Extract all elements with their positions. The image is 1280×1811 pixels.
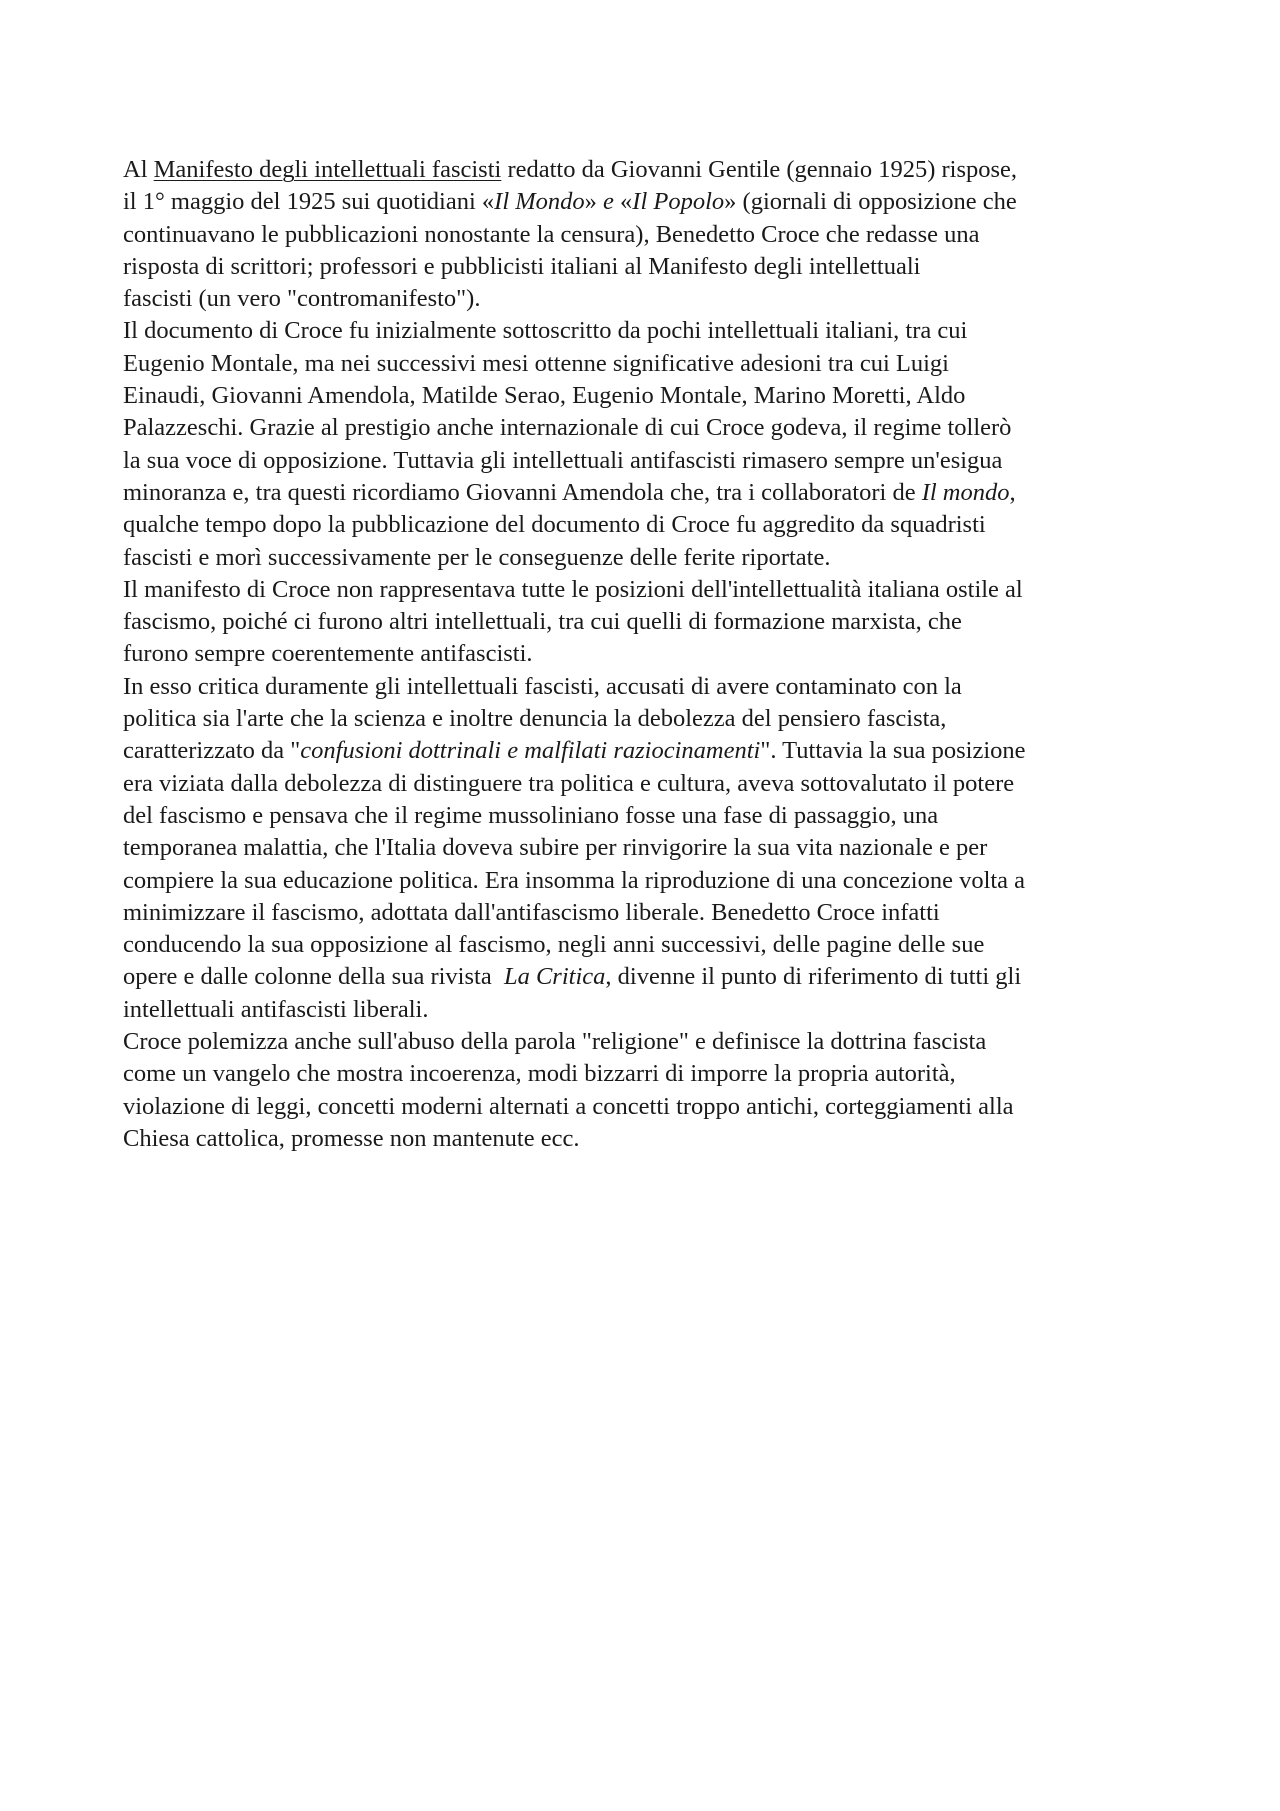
p4-line-11: intellettuali antifascisti liberali. — [123, 995, 429, 1023]
conjunction-italic: e — [603, 188, 614, 216]
p1-line-2-text: il 1° maggio del 1925 sui quotidiani « — [123, 188, 495, 216]
p4-line-9: conducendo la sua opposizione al fascismo, negli anni successivi, delle pagine delle sue — [123, 931, 985, 959]
p1-line-2-text-b: » — [584, 188, 604, 216]
il-mondo-italic: Il mondo — [921, 478, 1010, 506]
p5-line-1: Croce polemizza anche sull'abuso della parola "religione" e definisce la dottrina fascista — [123, 1028, 987, 1056]
paragraph-4 — [123, 671, 1168, 1026]
p1-line-2 — [123, 188, 1017, 215]
manifesto-link[interactable]: Manifesto degli intellettuali fascisti — [153, 156, 502, 183]
p2-line-8: fascisti e morì successivamente per le conseguenze delle ferite riportate. — [123, 543, 831, 571]
p4-line-10 — [123, 963, 1021, 990]
p2-line-6-text-b: , — [1009, 478, 1016, 506]
p4-line-2: politica sia l'arte che la scienza e inoltre denuncia la debolezza del pensiero fascista, — [123, 705, 947, 733]
paragraph-2 — [123, 315, 1168, 573]
p1-line-4: risposta di scrittori; professori e pubblicisti italiani al Manifesto degli intellettuali — [123, 252, 921, 280]
p1-line-2-text-d: » (giornali di opposizione che — [724, 188, 1017, 216]
p4-line-5: del fascismo e pensava che il regime mussoliniano fosse una fase di passaggio, una — [123, 801, 939, 829]
p4-line-6: temporanea malattia, che l'Italia doveva subire per rinvigorire la sua vita nazionale e per — [123, 834, 988, 862]
p4-line-10-text: opere e dalle colonne della sua rivista — [123, 963, 504, 991]
p2-line-6-text: minoranza e, tra questi ricordiamo Giovanni Amendola che, tra i collaboratori de — [123, 478, 922, 506]
p4-line-3-text: caratterizzato da " — [123, 737, 301, 765]
p4-line-1: In esso critica duramente gli intellettuali fascisti, accusati di avere contaminato con la — [123, 672, 962, 700]
p2-line-2: Eugenio Montale, ma nei successivi mesi ottenne significative adesioni tra cui Luigi — [123, 349, 949, 377]
p4-line-4: era viziata dalla debolezza di distinguere tra politica e cultura, aveva sottovalutato il potere — [123, 769, 1015, 797]
p2-line-7: qualche tempo dopo la pubblicazione del documento di Croce fu aggredito da squadristi — [123, 511, 986, 539]
p1-line-1-text: Al — [123, 156, 154, 183]
p1-line-1 — [123, 156, 1017, 183]
il-mondo-title: Il Mondo — [494, 188, 585, 216]
p3-line-1: Il manifesto di Croce non rappresentava tutte le posizioni dell'intellettualità italiana ostile al — [123, 575, 1023, 603]
p2-line-6 — [123, 479, 1016, 506]
p1-line-1-text-b: redatto da Giovanni Gentile (gennaio 1925) rispose, — [501, 156, 1018, 183]
p3-line-3: furono sempre coerentemente antifascisti. — [123, 640, 533, 668]
paragraph-1 — [123, 154, 1168, 315]
p4-line-3-text-b: ". Tuttavia la sua posizione — [760, 737, 1026, 765]
p4-line-7: compiere la sua educazione politica. Era insomma la riproduzione di una concezione volta a — [123, 866, 1026, 894]
p5-line-4: Chiesa cattolica, promesse non mantenute ecc. — [123, 1124, 580, 1152]
p1-line-5: fascisti (un vero "contromanifesto"). — [123, 285, 481, 313]
p4-line-8: minimizzare il fascismo, adottata dall'antifascismo liberale. Benedetto Croce infatti — [123, 898, 940, 926]
p2-line-1: Il documento di Croce fu inizialmente sottoscritto da pochi intellettuali italiani, tra cui — [123, 317, 968, 345]
p2-line-4: Palazzeschi. Grazie al prestigio anche internazionale di cui Croce godeva, il regime tollerò — [123, 414, 1012, 442]
p5-line-2: come un vangelo che mostra incoerenza, modi bizzarri di imporre la propria autorità, — [123, 1060, 956, 1088]
p3-line-2: fascismo, poiché ci furono altri intellettuali, tra cui quelli di formazione marxista, che — [123, 608, 962, 636]
quote-italic: confusioni dottrinali e malfilati raziocinamenti — [300, 737, 761, 765]
p2-line-5: la sua voce di opposizione. Tuttavia gli intellettuali antifascisti rimasero sempre un'esigua — [123, 446, 1003, 474]
p4-line-10-text-b: , divenne il punto di riferimento di tutti gli — [605, 963, 1022, 991]
p1-line-2-text-c: « — [613, 188, 633, 216]
p4-line-3 — [123, 737, 1026, 764]
document-body — [123, 154, 1168, 1155]
paragraph-5 — [123, 1026, 1168, 1155]
p5-line-3: violazione di leggi, concetti moderni alternati a concetti troppo antichi, corteggiamenti alla — [123, 1092, 1014, 1120]
paragraph-3 — [123, 574, 1168, 671]
il-popolo-title: Il Popolo — [632, 188, 725, 216]
p2-line-3: Einaudi, Giovanni Amendola, Matilde Serao, Eugenio Montale, Marino Moretti, Aldo — [123, 382, 966, 410]
p1-line-3: continuavano le pubblicazioni nonostante la censura), Benedetto Croce che redasse una — [123, 220, 980, 248]
la-critica-title: La Critica — [503, 963, 606, 991]
